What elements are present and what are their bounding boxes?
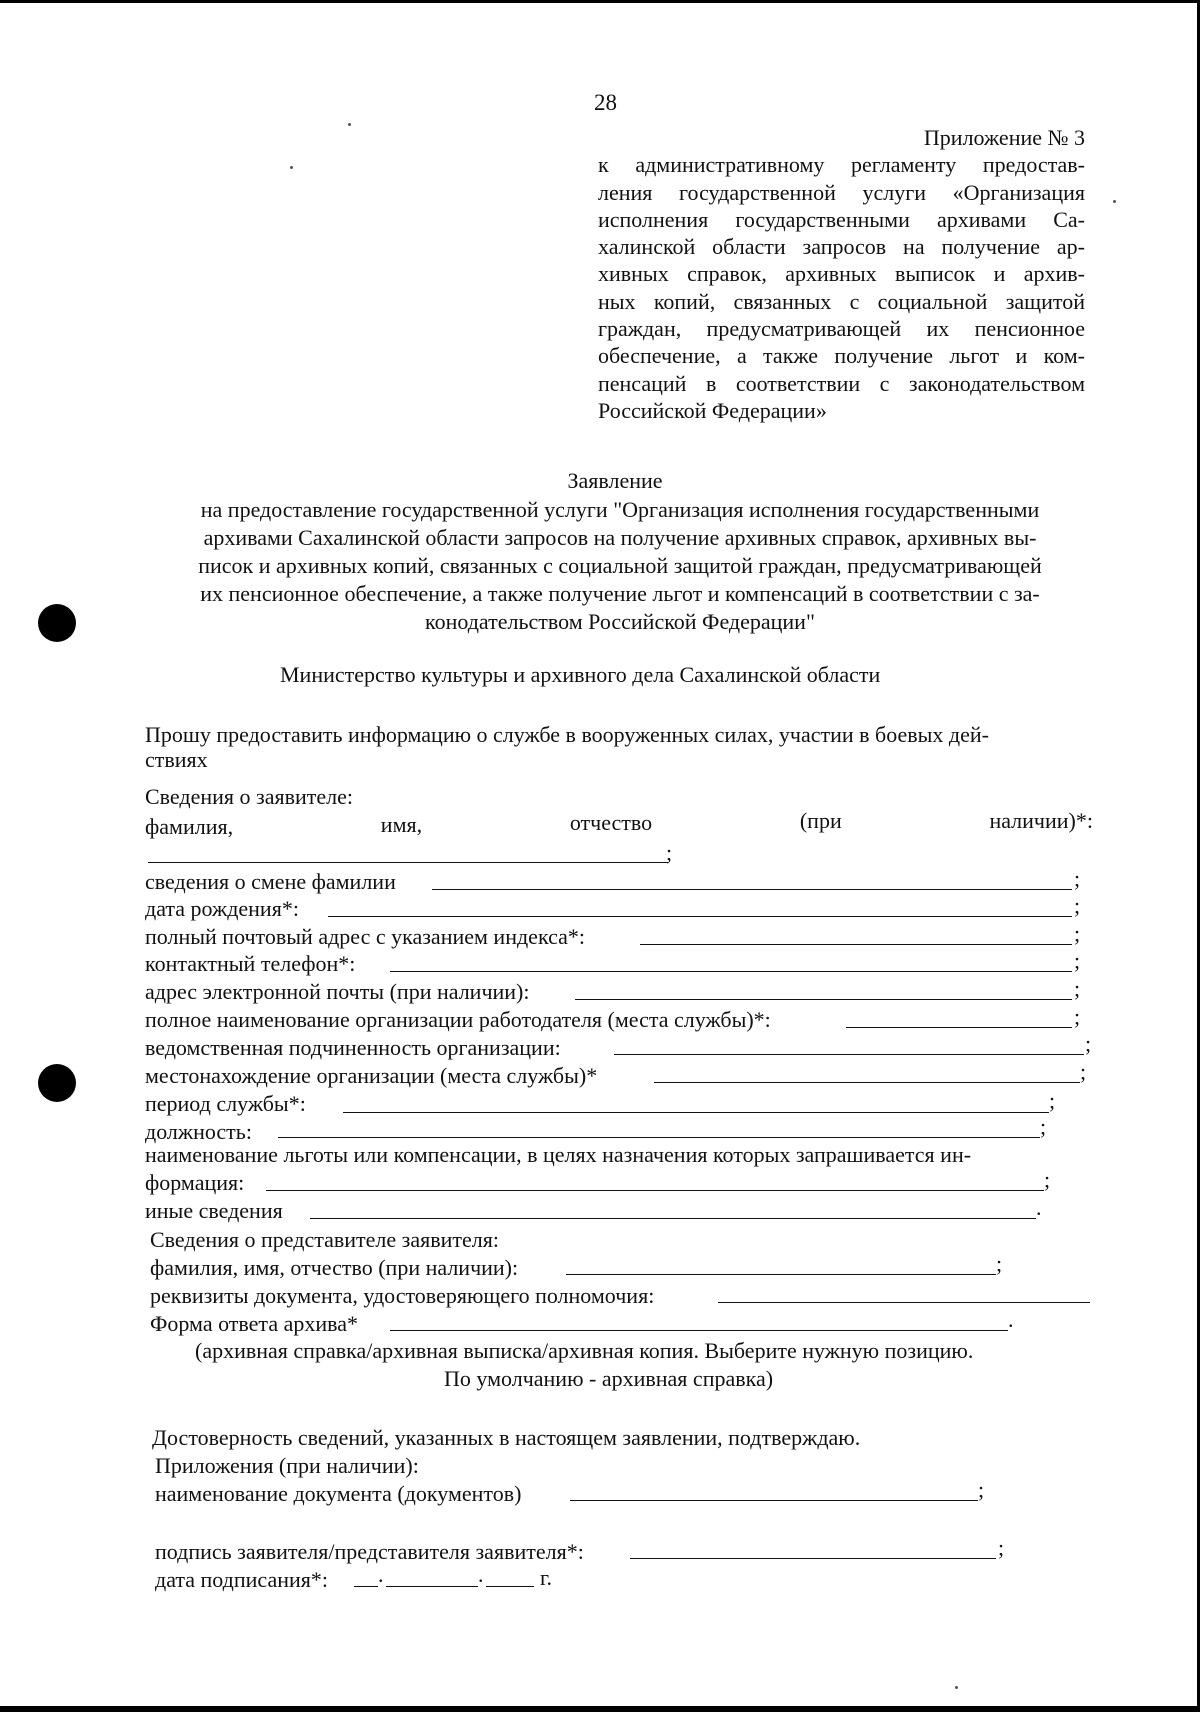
scan-bottom-border xyxy=(0,1706,1200,1712)
answer-form-field[interactable] xyxy=(390,1330,1008,1331)
application-subtitle xyxy=(150,496,1090,636)
field-terminator: ; xyxy=(1044,1167,1051,1192)
field-terminator: ; xyxy=(1040,1114,1047,1139)
name-word: отчество xyxy=(569,810,653,835)
field-label: ведомственная подчиненность организации: xyxy=(145,1035,561,1060)
field-terminator: ; xyxy=(1074,866,1081,891)
field-label: период службы*: xyxy=(145,1091,306,1116)
employer-name-field[interactable] xyxy=(846,1027,1072,1028)
field-label: иные сведения xyxy=(145,1198,283,1223)
field-label: наименование документа (документов) xyxy=(155,1481,522,1506)
benefit-label: наименование льготы или компенсации, в целях назначения которых запрашивается ин- xyxy=(145,1142,972,1167)
signature-field[interactable] xyxy=(630,1558,996,1559)
punch-hole-upper xyxy=(38,604,76,642)
field-label: сведения о смене фамилии xyxy=(145,869,396,894)
scan-speck xyxy=(1113,200,1116,203)
request-line: ствиях xyxy=(145,747,208,772)
representative-name-field[interactable] xyxy=(566,1274,996,1275)
field-label: дата подписания*: xyxy=(155,1567,328,1592)
appendix-line: Российской Федерации» xyxy=(598,397,827,423)
page-number: 28 xyxy=(594,90,617,115)
answer-hint: (архивная справка/архивная выписка/архивная копия. Выберите нужную позицию. xyxy=(195,1338,974,1363)
field-label: реквизиты документа, удостоверяющего полномочия: xyxy=(150,1283,655,1308)
subtitle-line: писок и архивных копий, связанных с социальной защитой граждан, предусматривающей xyxy=(198,553,1042,578)
representative-section-label: Сведения о представителе заявителя: xyxy=(150,1227,499,1252)
confirmation-text: Достоверность сведений, указанных в настоящем заявлении, подтверждаю. xyxy=(152,1425,861,1450)
field-terminator: . xyxy=(1036,1195,1042,1220)
applicant-section-label: Сведения о заявителе: xyxy=(145,784,354,809)
field-terminator: ; xyxy=(978,1477,985,1502)
subtitle-line: конодательством Российской Федерации" xyxy=(425,609,815,634)
appendix-line: ления государственной услуги «Организация xyxy=(598,179,1085,205)
answer-hint: По умолчанию - архивная справка) xyxy=(444,1366,774,1391)
appendix-block xyxy=(598,124,1085,424)
field-terminator: ; xyxy=(666,840,673,865)
field-terminator: ; xyxy=(1074,921,1081,946)
applicant-full-name-field[interactable] xyxy=(148,862,668,863)
position-field[interactable] xyxy=(278,1137,1040,1138)
field-label: полный почтовый адрес с указанием индекса*: xyxy=(145,924,585,949)
appendix-line: граждан, предусматривающей их пенсионное xyxy=(598,316,1085,342)
field-terminator: ; xyxy=(996,1251,1003,1276)
scan-speck xyxy=(955,1686,958,1689)
date-separator: . xyxy=(478,1562,484,1587)
field-label: местонахождение организации (места службы)* xyxy=(145,1063,598,1088)
scan-speck xyxy=(290,166,293,169)
field-terminator: ; xyxy=(1080,1059,1087,1084)
benefit-label: формация: xyxy=(145,1170,245,1195)
field-terminator: ; xyxy=(1074,976,1081,1001)
subordination-field[interactable] xyxy=(614,1054,1084,1055)
field-terminator: ; xyxy=(1074,948,1081,973)
scan-top-border xyxy=(0,0,1200,3)
postal-address-field[interactable] xyxy=(640,944,1072,945)
phone-field[interactable] xyxy=(390,971,1072,972)
other-info-field[interactable] xyxy=(310,1218,1036,1219)
benefit-info-field[interactable] xyxy=(266,1190,1044,1191)
appendix-line: исполнения государственными архивами Са- xyxy=(598,206,1085,232)
name-word: имя, xyxy=(380,812,423,837)
scan-speck xyxy=(348,123,351,126)
field-terminator: . xyxy=(1008,1307,1014,1332)
field-terminator: ; xyxy=(998,1535,1005,1560)
year-suffix: г. xyxy=(540,1565,553,1590)
appendix-line: ных копий, связанных с социальной защитой xyxy=(598,288,1085,314)
subtitle-line: на предоставление государственной услуги "Организация исполнения государственными xyxy=(200,497,1040,522)
request-line: Прошу предоставить информацию о службе в вооруженных силах, участии в боевых дей- xyxy=(145,722,989,747)
field-label: должность: xyxy=(145,1119,252,1144)
addressee: Министерство культуры и архивного дела Сахалинской области xyxy=(280,662,881,687)
subtitle-line: их пенсионное обеспечение, а также получение льгот и компенсаций в соответствии с за- xyxy=(200,581,1040,606)
name-word: наличии)*: xyxy=(989,808,1093,833)
appendix-line: хивных справок, архивных выписок и архив- xyxy=(598,261,1085,287)
application-title: Заявление xyxy=(567,468,663,493)
signing-day-field[interactable] xyxy=(354,1586,378,1587)
applicant-name-label xyxy=(145,808,1093,840)
punch-hole-lower xyxy=(38,1064,76,1102)
appendix-line: халинской области запросов на получение ар- xyxy=(598,234,1085,260)
signing-year-field[interactable] xyxy=(486,1586,534,1587)
field-terminator: ; xyxy=(1074,893,1081,918)
name-word: (при xyxy=(799,808,842,833)
organization-location-field[interactable] xyxy=(654,1082,1080,1083)
surname-change-field[interactable] xyxy=(432,889,1072,890)
field-label: фамилия, имя, отчество (при наличии): xyxy=(150,1255,519,1280)
email-field[interactable] xyxy=(575,999,1072,1000)
attachments-label: Приложения (при наличии): xyxy=(155,1453,419,1478)
field-label: контактный телефон*: xyxy=(145,951,356,976)
field-label: полное наименование организации работодателя (места службы)*: xyxy=(145,1007,771,1032)
birth-date-field[interactable] xyxy=(328,916,1072,917)
name-word: фамилия, xyxy=(145,814,234,839)
field-label: адрес электронной почты (при наличии): xyxy=(145,979,530,1004)
authority-document-field[interactable] xyxy=(718,1302,1090,1303)
appendix-line: обеспечение, а также получение льгот и ком- xyxy=(598,343,1085,369)
field-label: дата рождения*: xyxy=(145,896,299,921)
field-label: Форма ответа архива* xyxy=(150,1311,358,1336)
signing-month-field[interactable] xyxy=(386,1586,478,1587)
field-terminator: ; xyxy=(1049,1088,1056,1113)
attached-documents-field[interactable] xyxy=(570,1500,978,1501)
appendix-line: пенсаций в соответствии с законодательством xyxy=(598,370,1085,396)
date-separator: . xyxy=(378,1562,384,1587)
appendix-title: Приложение № 3 xyxy=(923,125,1085,150)
field-terminator: ; xyxy=(1074,1004,1081,1029)
field-terminator: ; xyxy=(1085,1031,1092,1056)
field-label: подпись заявителя/представителя заявителя*: xyxy=(155,1539,584,1564)
service-period-field[interactable] xyxy=(343,1112,1049,1113)
subtitle-line: архивами Сахалинской области запросов на получение архивных справок, архивных вы- xyxy=(203,525,1037,550)
appendix-line: к административному регламенту предостав- xyxy=(598,152,1085,178)
